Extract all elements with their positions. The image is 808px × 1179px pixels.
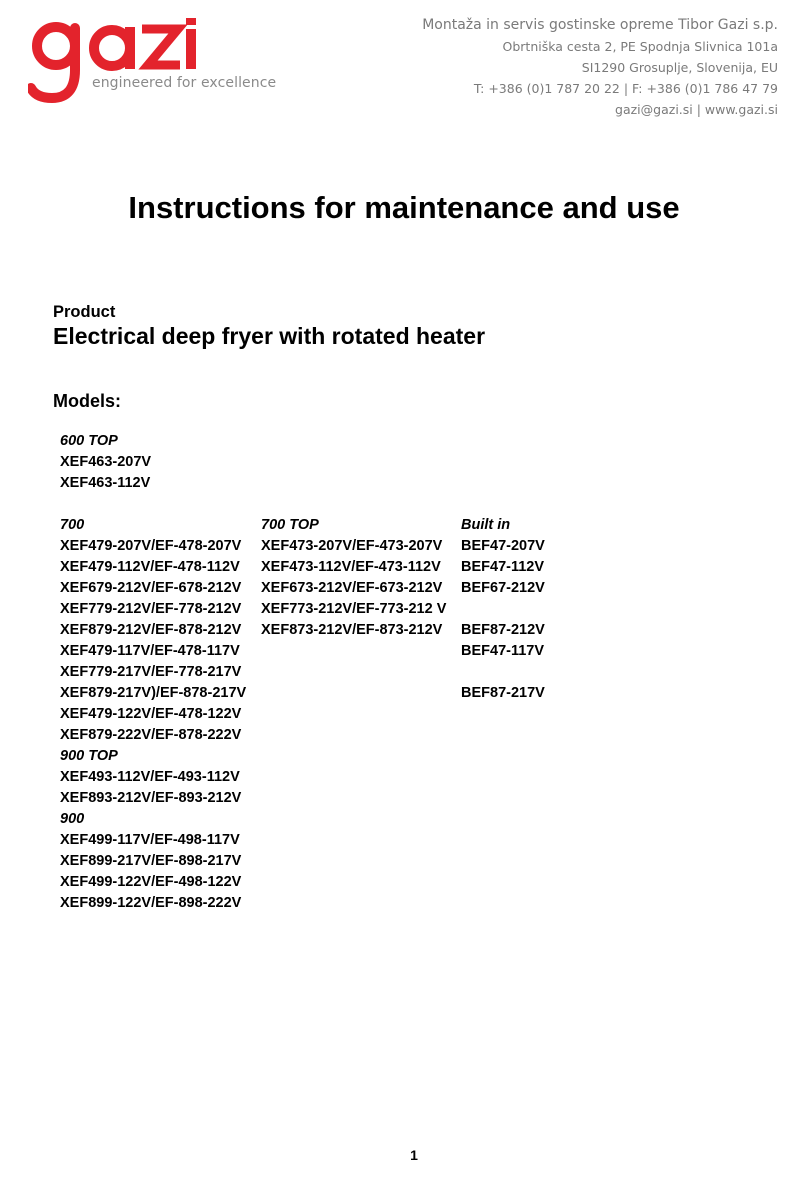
models-column-built-in — [461, 515, 545, 704]
model-item: XEF879-217V)/EF-878-217V — [60, 685, 247, 701]
model-item: BEF47-207V — [461, 538, 545, 554]
model-item: BEF67-212V — [461, 580, 545, 596]
gazi-logo-mark — [28, 18, 268, 108]
column-heading-700-top: 700 TOP — [261, 517, 319, 533]
model-item: XEF879-212V/EF-878-212V — [60, 622, 242, 638]
models-column-700-top — [261, 515, 446, 641]
model-item: XEF899-217V/EF-898-217V — [60, 853, 242, 869]
model-item: XEF463-207V — [60, 454, 152, 470]
company-name: Montaža in servis gostinske opreme Tibor Gazi s.p. — [422, 17, 778, 33]
model-item: XEF779-212V/EF-778-212V — [60, 601, 242, 617]
model-item: XEF779-217V/EF-778-217V — [60, 664, 242, 680]
group-heading-600-top: 600 TOP — [60, 433, 118, 449]
company-street: Obrtniška cesta 2, PE Spodnja Slivnica 101a — [502, 39, 778, 54]
model-item: XEF899-122V/EF-898-222V — [60, 895, 242, 911]
model-item: XEF479-122V/EF-478-122V — [60, 706, 242, 722]
page-number: 1 — [410, 1147, 418, 1163]
document-title: Instructions for maintenance and use — [128, 190, 680, 225]
model-item: XEF499-117V/EF-498-117V — [60, 832, 240, 848]
group-heading-900-top: 900 TOP — [60, 748, 118, 764]
model-item: XEF879-222V/EF-878-222V — [60, 727, 242, 743]
company-address-block — [422, 15, 778, 120]
product-label: Product — [53, 303, 116, 321]
model-item: XEF679-212V/EF-678-212V — [60, 580, 242, 596]
group-heading-900: 900 — [60, 811, 85, 827]
model-item — [461, 599, 545, 620]
model-item: BEF87-212V — [461, 622, 545, 638]
column-heading-700: 700 — [60, 517, 85, 533]
model-item: XEF479-112V/EF-478-112V — [60, 559, 240, 575]
model-item: XEF493-112V/EF-493-112V — [60, 769, 240, 785]
models-group-600-top — [60, 431, 151, 494]
models-label: Models: — [53, 391, 122, 411]
model-item: XEF463-112V — [60, 475, 151, 491]
model-item: XEF873-212V/EF-873-212V — [261, 622, 443, 638]
model-item: XEF673-212V/EF-673-212V — [261, 580, 443, 596]
model-item: BEF47-112V — [461, 559, 545, 575]
company-city: SI1290 Grosuplje, Slovenija, EU — [581, 60, 778, 75]
gazi-logo — [28, 18, 268, 108]
model-item: XEF473-207V/EF-473-207V — [261, 538, 443, 554]
model-item: XEF473-112V/EF-473-112V — [261, 559, 441, 575]
model-item — [461, 662, 545, 683]
column-heading-built-in: Built in — [461, 517, 511, 533]
model-item: XEF479-207V/EF-478-207V — [60, 538, 242, 554]
product-name: Electrical deep fryer with rotated heater — [53, 323, 486, 349]
models-column-700 — [60, 515, 246, 914]
model-item: XEF499-122V/EF-498-122V — [60, 874, 242, 890]
model-item: BEF87-217V — [461, 685, 545, 701]
company-phone-fax: T: +386 (0)1 787 20 22 | F: +386 (0)1 786 47 79 — [473, 81, 778, 96]
model-item: XEF773-212V/EF-773-212 V — [261, 601, 447, 617]
model-item: XEF893-212V/EF-893-212V — [60, 790, 242, 806]
company-email-web: gazi@gazi.si | www.gazi.si — [615, 102, 778, 117]
model-item: XEF479-117V/EF-478-117V — [60, 643, 240, 659]
brand-tagline: engineered for excellence — [92, 75, 277, 91]
model-item: BEF47-117V — [461, 643, 545, 659]
